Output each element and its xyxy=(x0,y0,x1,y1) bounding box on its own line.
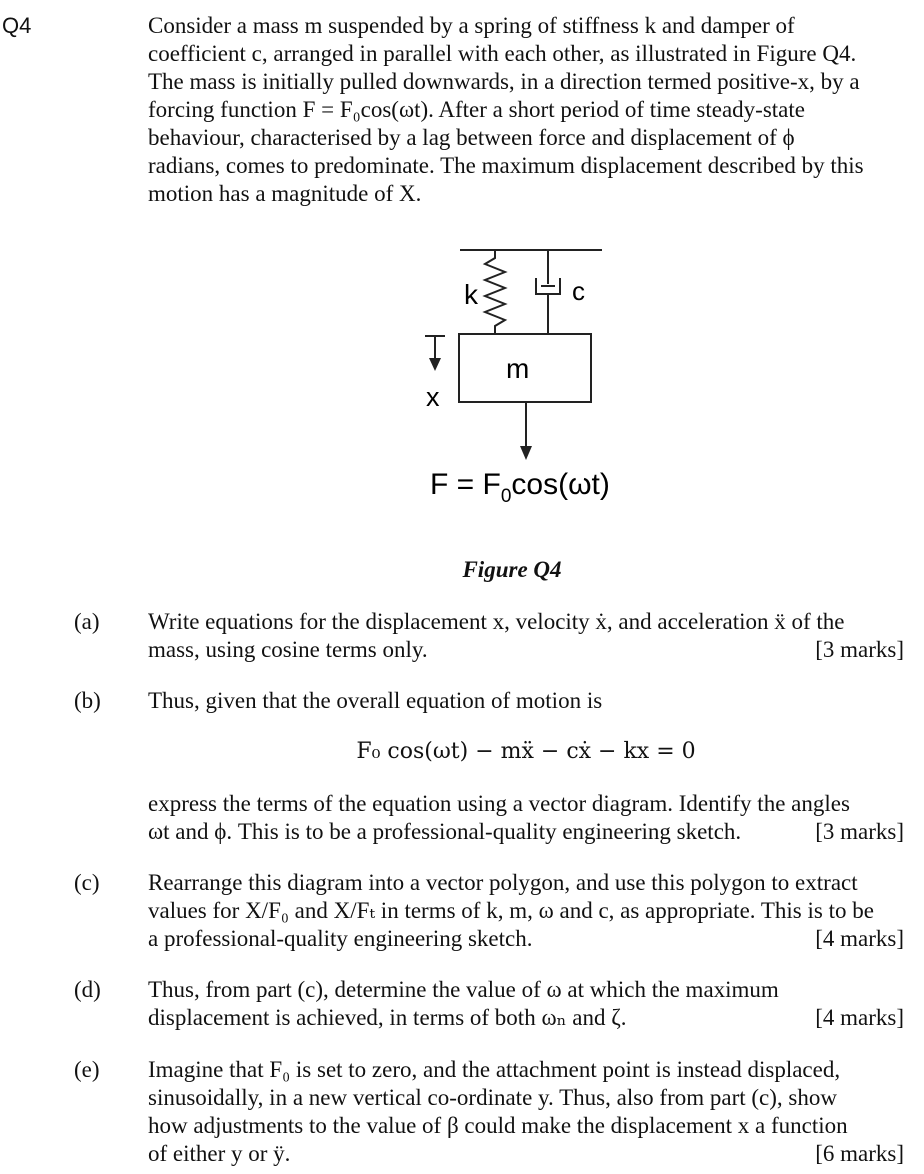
question-intro xyxy=(148,12,904,208)
part-label: (c) xyxy=(74,870,100,895)
marks: [3 marks] xyxy=(815,819,904,844)
part-label: (d) xyxy=(74,977,101,1002)
displacement-label: x xyxy=(426,382,440,412)
part-line: mass, using cosine terms only. xyxy=(148,637,428,662)
part-line: Rearrange this diagram into a vector polygon, and use this polygon to extract xyxy=(148,870,858,895)
part-text xyxy=(148,790,904,846)
part-line: ωt and ϕ. This is to be a professional-quality engineering sketch. xyxy=(148,819,742,844)
figure-caption: Figure Q4 xyxy=(462,557,562,582)
intro-line: Consider a mass m suspended by a spring of stiffness k and damper of xyxy=(148,13,795,38)
part-label: (a) xyxy=(74,609,100,634)
part-text xyxy=(148,976,904,1032)
part-text xyxy=(148,869,904,953)
part-line: Thus, given that the overall equation of motion is xyxy=(148,688,603,713)
spring xyxy=(485,250,505,334)
force-label xyxy=(430,468,610,507)
intro-line: The mass is initially pulled downwards, in a direction termed positive-x, by a xyxy=(148,69,860,94)
question-number: Q4 xyxy=(2,13,32,38)
part-text xyxy=(148,1056,904,1168)
part-line: of either y or ÿ. xyxy=(148,1141,291,1166)
force-label-suffix: cos(ωt) xyxy=(511,468,610,501)
part-line: a professional-quality engineering sketch. xyxy=(148,926,533,951)
displacement-arrowhead xyxy=(429,358,441,371)
part-line: displacement is achieved, in terms of both ωₙ and ζ. xyxy=(148,1005,627,1030)
force-label-prefix: F = F xyxy=(430,468,501,501)
intro-line: coefficient c, arranged in parallel with each other, as illustrated in Figure Q4. xyxy=(148,41,857,66)
marks: [6 marks] xyxy=(815,1141,904,1166)
part-text xyxy=(148,687,904,715)
part-line: Thus, from part (c), determine the value of ω at which the maximum xyxy=(148,977,779,1002)
part-line: how adjustments to the value of β could make the displacement x a function xyxy=(148,1113,848,1138)
force-label-subscript: 0 xyxy=(500,486,512,507)
part-label: (b) xyxy=(74,688,101,713)
part-label: (e) xyxy=(74,1057,100,1082)
part-line: express the terms of the equation using a vector diagram. Identify the angles xyxy=(148,791,850,816)
intro-line: behaviour, characterised by a lag between force and displacement of ϕ xyxy=(148,125,795,150)
marks: [4 marks] xyxy=(815,926,904,951)
marks: [4 marks] xyxy=(815,1005,904,1030)
intro-line: radians, comes to predominate. The maximum displacement described by this xyxy=(148,153,864,178)
spring-damper-mass-diagram xyxy=(400,240,660,520)
force-arrowhead xyxy=(520,446,532,460)
damper-label: c xyxy=(572,276,585,306)
part-text xyxy=(148,608,904,664)
part-line: Imagine that F₀ is set to zero, and the attachment point is instead displaced, xyxy=(148,1057,841,1082)
mass-label: m xyxy=(506,353,530,384)
marks: [3 marks] xyxy=(815,637,904,662)
intro-line: forcing function F = F₀cos(ωt). After a short period of time steady-state xyxy=(148,97,805,122)
intro-line: motion has a magnitude of X. xyxy=(148,181,422,206)
equation-of-motion: F₀ cos(ωt) − mẍ − cẋ − kx = 0 xyxy=(356,739,696,764)
spring-label: k xyxy=(464,279,478,310)
part-line: Write equations for the displacement x, velocity ẋ, and acceleration ẍ of the xyxy=(148,609,845,634)
part-line: sinusoidally, in a new vertical co-ordinate y. Thus, also from part (c), show xyxy=(148,1085,837,1110)
part-line: values for X/F₀ and X/Fₜ in terms of k, m, ω and c, as appropriate. This is to be xyxy=(148,898,874,923)
